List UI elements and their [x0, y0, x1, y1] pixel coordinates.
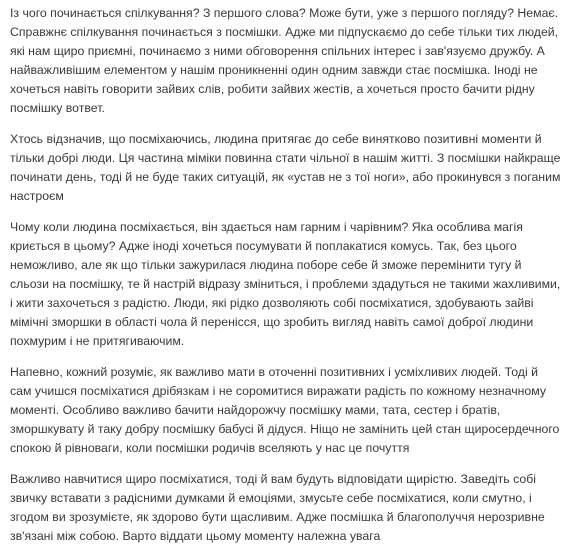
paragraph-1: Із чого починається спілкування? З першого слова? Може бути, уже з першого погляду? Немає. Справжнє спілкування починається з посмішки. Адже ми підпускаємо до себе тільки тих людей, які нам щиро приємні, починаємо з ними обговорення спільних інтерес і зав'язуємо дружбу. А найважливішим елементом у нашім проникненні один одним завжди стає посмішка. Іноді не хочеться навіть говорити зайвих слів, робити зайвих жестів, а хочеться просто бачити рідну посмішку вответ. [10, 6, 559, 115]
article-body [10, 4, 561, 558]
paragraph-4: Напевно, кожний розуміє, як важливо мати в оточенні позитивних і усміхливих людей. Тоді й сам учишся посміхатися дрібязкам і не соромитися виражати радість по кожному незначному моменті. Особливо важливо бачити найдорожчу посмішку мами, тата, сестер і братів, зморшкувату й таку добру посмішку бабусі й дідуся. Ніщо не замінить цей стан щиросердечного спокою й рівноваги, коли посмішки родичів вселяють у нас це почуття [10, 365, 560, 455]
paragraph-5: Важливо навчитися щиро посміхатися, тоді й вам будуть відповідати щирістю. Заведіть собі звичку вставати з радісними думками й емоціями, змусьте себе посміхатися, коли смутно, і згодом ви зрозумієте, як здорово бути щасливим. Адже посмішка й благополуччя нерозривне зв'язані між собою. Варто віддати цьому моменту належна увага [10, 472, 545, 543]
paragraph-2: Хтось відзначив, що посміхаючись, людина притягає до себе винятково позитивні моменти й тільки добрі люди. Ця частина міміки повинна стати чільної в нашім житті. З посмішки найкраще починати день, тоді й не буде таких ситуацій, як «устав не з тої ноги», або прокинувся з поганим настроєм [10, 132, 561, 203]
paragraph-3: Чому коли людина посміхається, він здається нам гарним і чарівним? Яка особлива магія криється в цьому? Адже іноді хочеться посумувати й поплакатися комусь. Так, без цього неможливо, але як що тільки зажурилася людина поборе себе й зможе перемінити тугу й сльози на посмішку, те й настрій відразу зміниться, і проблеми здадуться не такими жахливими, і жити захочеться з радістю. Люди, які рідко дозволяють собі посміхатися, здобувають зайві мімічні зморшки в області чола й перенісся, що зробить вигляд навіть самої доброї людини похмурим і не притягиваючим. [10, 220, 561, 348]
